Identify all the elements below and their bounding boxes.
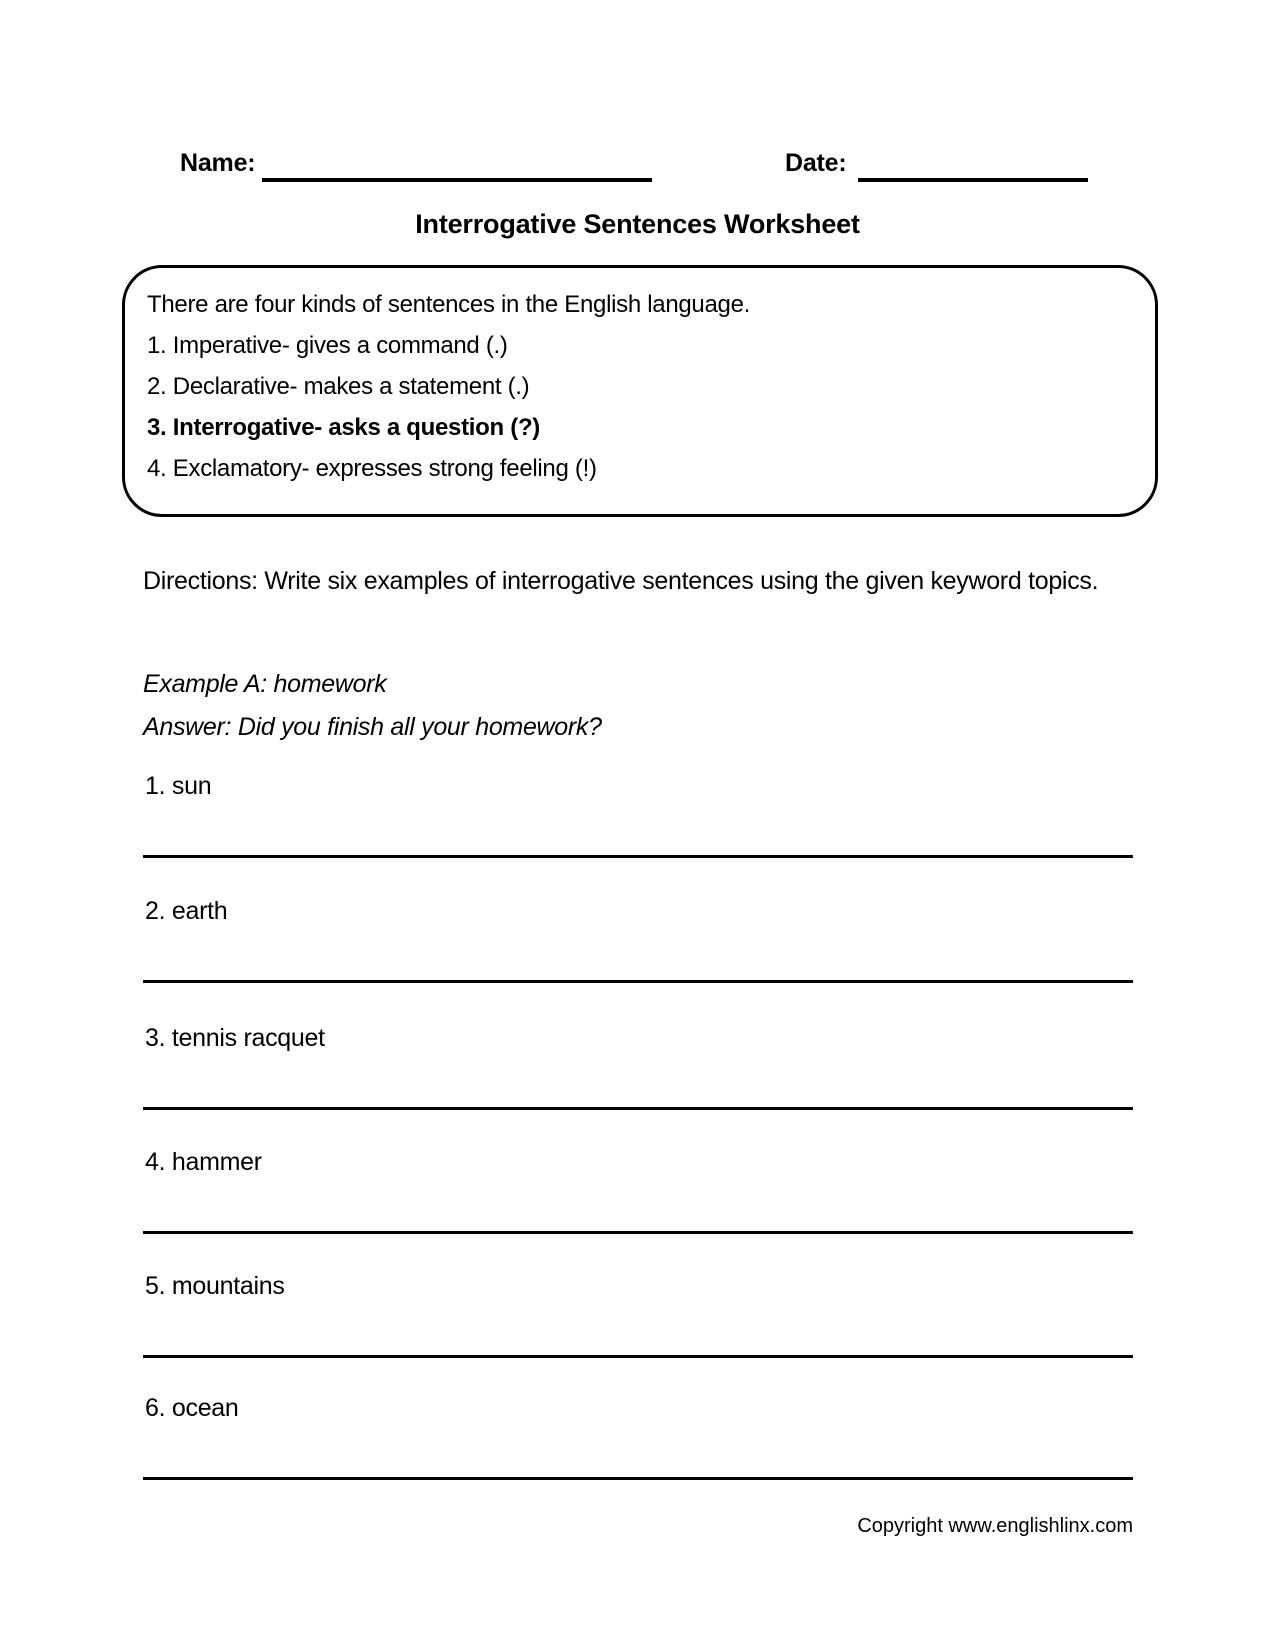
example-answer: Answer: Did you finish all your homework? [143, 713, 602, 741]
question-label: 2. earth [145, 897, 228, 925]
copyright-text: Copyright www.englishlinx.com [857, 1515, 1133, 1537]
answer-blank-line [143, 855, 1133, 858]
name-blank-line [262, 178, 652, 182]
answer-blank-line [143, 1231, 1133, 1234]
question-label: 5. mountains [145, 1272, 285, 1300]
answer-blank-line [143, 1477, 1133, 1480]
answer-blank-line [143, 1355, 1133, 1358]
answer-blank-line [143, 980, 1133, 983]
answer-blank-line [143, 1107, 1133, 1110]
question-row [143, 1394, 1133, 1484]
sentence-kind-interrogative: 3. Interrogative- asks a question (?) [147, 414, 540, 441]
sentence-kinds-box [122, 265, 1158, 517]
sentence-kinds-intro: There are four kinds of sentences in the English language. [147, 291, 750, 318]
page-title: Interrogative Sentences Worksheet [415, 209, 860, 239]
question-label: 3. tennis racquet [145, 1024, 325, 1052]
date-label: Date: [785, 149, 847, 177]
question-row [143, 1148, 1133, 1238]
sentence-kind-declarative: 2. Declarative- makes a statement (.) [147, 373, 530, 400]
question-label: 1. sun [145, 772, 212, 800]
question-row [143, 772, 1133, 862]
directions-text: Directions: Write six examples of interrogative sentences using the given keyword topics. [143, 567, 1099, 595]
question-row [143, 897, 1133, 987]
name-label: Name: [180, 149, 256, 177]
question-label: 6. ocean [145, 1394, 239, 1422]
example-prompt: Example A: homework [143, 670, 387, 698]
question-row [143, 1272, 1133, 1362]
question-row [143, 1024, 1133, 1114]
example-block [143, 663, 1155, 749]
question-label: 4. hammer [145, 1148, 262, 1176]
date-blank-line [858, 178, 1088, 182]
sentence-kind-imperative: 1. Imperative- gives a command (.) [147, 332, 508, 359]
sentence-kind-exclamatory: 4. Exclamatory- expresses strong feeling (!) [147, 455, 597, 482]
